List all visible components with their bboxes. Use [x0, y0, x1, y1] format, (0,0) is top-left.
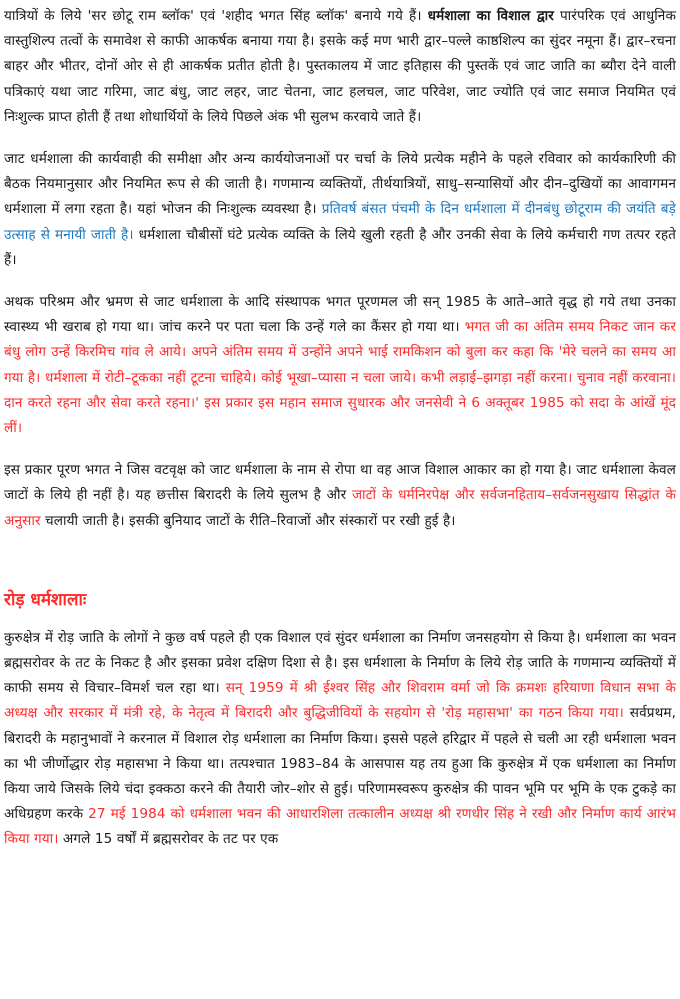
highlight-gate: धर्मशाला का विशाल द्वार — [427, 8, 554, 24]
highlight-foundation-stone: 27 मई 1984 को धर्मशाला भवन की आधारशिला तत्कालीन अध्यक्ष श्री रणधीर सिंह ने रखी और निर्माण कार्य आरंभ किया गया। — [4, 806, 676, 848]
highlight-mahasabha: सन् 1959 में श्री ईश्वर सिंह और शिवराम वर्मा जो कि क्रमशः हरियाणा विधान सभा के अध्यक्ष और सरकार में मंत्री रहे, के नेतृत्व में बिरादरी और बुद्धिजीवियों के सहयोग से 'रोड़ महासभा' का गठन किया गया। — [4, 680, 677, 722]
paragraph-founder — [4, 290, 676, 441]
paragraph-text: अथक परिश्रम और भ्रमण से जाट धर्मशाला के आदि संस्थापक भगत पूरणमल जी सन् 1985 के आते–आते वृद्ध हो गये तथा उनका स्वास्थ्य भी खराब हो गया था। जांच करने पर पता चला कि उन्हें गले का कैंसर हो गया था। — [4, 294, 676, 336]
paragraph-text: धर्मशाला चौबीसों घंटे प्रत्येक व्यक्ति के लिये खुली रहती है और उनकी सेवा के लिये कर्मचारी गण तत्पर रहते हैं। — [4, 226, 676, 268]
paragraph-meetings — [4, 147, 676, 273]
paragraph-rod-dharmshala — [4, 626, 676, 853]
paragraph-text: पारंपरिक एवं आधुनिक वास्तुशिल्प तत्वों के समावेश से काफी आकर्षक बनाया गया है। इसके कई मण भारी द्वार–पल्ले काष्ठशिल्प का सुंदर नमूना हैं। द्वार–रचना बाहर और भीतर, दोनों ओर से ही आकर्षक प्रतीत होती है। पुस्तकालय में जाट इतिहास की पुस्तकें एवं जाट जाति का ब्यौरा देने वाली पत्रिकाएं यथा जाट गरिमा, जाट बंधु, जाट लहर, जाट चेतना, जाट हलचल, जाट परिवेश, जाट ज्योति एवं जाट समाज नियमित एवं निःशुल्क प्राप्त होती हैं तथा शोधार्थियों के लिये पिछले अंक भी सुलभ करवाये जाते हैं। — [4, 8, 676, 125]
paragraph-gap — [4, 130, 676, 147]
paragraph-text: कुरुक्षेत्र में रोड़ जाति के लोगों ने कुछ वर्ष पहले ही एक विशाल एवं सुंदर धर्मशाला का निर्माण जनसहयोग से किया है। धर्मशाला का भवन ब्रह्मसरोवर के तट के निकट है और इसका प्रवेश दक्षिण दिशा से है। इस धर्मशाला के निर्माण के लिये रोड़ जाति के गणमान्य व्यक्तियों में काफी समय से विचार–विमर्श चल रहा था। — [4, 629, 676, 697]
paragraph-text: यात्रियों के लिये 'सर छोटू राम ब्लॉक' एवं 'शहीद भगत सिंह ब्लॉक' बनाये गये हैं। — [4, 8, 428, 24]
highlight-last-words: भगत जी का अंतिम समय निकट जान कर बंधु लोग उन्हें किरमिच गांव ले आये। अपने अंतिम समय में उन्होंने अपने भाई रामकिशन को बुला कर कहा कि 'मेरे चलने का समय आ गया है। धर्मशाला में रोटी–टूकका नहीं टूटना चाहिये। कोई भूखा–प्यासा न चला जाये। कभी लड़ाई–झगड़ा नहीं करना। चुनाव नहीं करवाना। दान करते रहना और सेवा करते रहना।' इस प्रकार इस महान समाज सुधारक और जनसेवी ने 6 अक्तूबर 1985 को सदा के आंखें मूंद लीं। — [4, 319, 676, 437]
section-heading: रोड़ धर्मशालाः — [4, 589, 87, 610]
paragraph-banyan — [4, 458, 676, 534]
paragraph-rest-house-gate — [4, 4, 676, 130]
section-gap — [4, 534, 676, 588]
paragraph-text: इस प्रकार पूरण भगत ने जिस वटवृक्ष को जाट धर्मशाला के नाम से रोपा था वह आज विशाल आकार का हो गया है। जाट धर्मशाला केवल जाटों के लिये ही नहीं है। यह छत्तीस बिरादरी के लिये सुलभ है और — [4, 462, 676, 504]
highlight-jayanti: प्रतिवर्ष बंसत पंचमी के दिन धर्मशाला में दीनबंधु छोटूराम की जयंति बड़े उत्साह से मनायी जाती है। — [4, 201, 676, 243]
heading-gap — [4, 612, 676, 626]
paragraph-text: चलायी जाती है। इसकी बुनियाद जाटों के रीति–रिवाजों और संस्कारों पर रखी हुई है। — [40, 512, 456, 529]
paragraph-gap — [4, 273, 676, 290]
paragraph-text: जाट धर्मशाला की कार्यवाही की समीक्षा और अन्य कार्ययोजनाओं पर चर्चा के लिये प्रत्येक महीने के पहले रविवार को कार्यकारिणी की बैठक नियमानुसार और नियमित रूप से की जाती है। गणमान्य व्यक्तियों, तीर्थयात्रियों, साधु–सन्यासियों और दीन–दुखियों का आवागमन धर्मशाला में लगा रहता है। यहां भोजन की निःशुल्क व्यवस्था है। — [4, 151, 676, 218]
paragraph-text: सर्वप्रथम, बिरादरी के महानुभावों ने करनाल में विशाल रोड़ धर्मशाला का निर्माण किया। इससे पहले हरिद्वार में पहले से चली आ रही धर्मशाला भवन का भी जीर्णोद्धार रोड़ महासभा ने किया था। तत्पश्चात 1983–84 के आसपास यह तय हुआ कि कुरुक्षेत्र में एक धर्मशाला का निर्माण किया जाये जिसके लिये चंदा इक्कठा करने की तैयारी जोर–शोर से हुई। परिणामस्वरूप कुरुक्षेत्र की पावन भूमि पर भूमि के एक टुकड़े का अधिग्रहण करके — [4, 705, 677, 823]
highlight-secular: जाटों के धर्मनिरपेक्ष और सर्वजनहिताय–सर्वजनसुखाय सिद्धांत के अनुसार — [4, 487, 677, 529]
paragraph-text: अगले 15 वर्षों में ब्रह्मसरोवर के तट पर एक — [58, 831, 279, 848]
paragraph-gap — [4, 441, 676, 458]
